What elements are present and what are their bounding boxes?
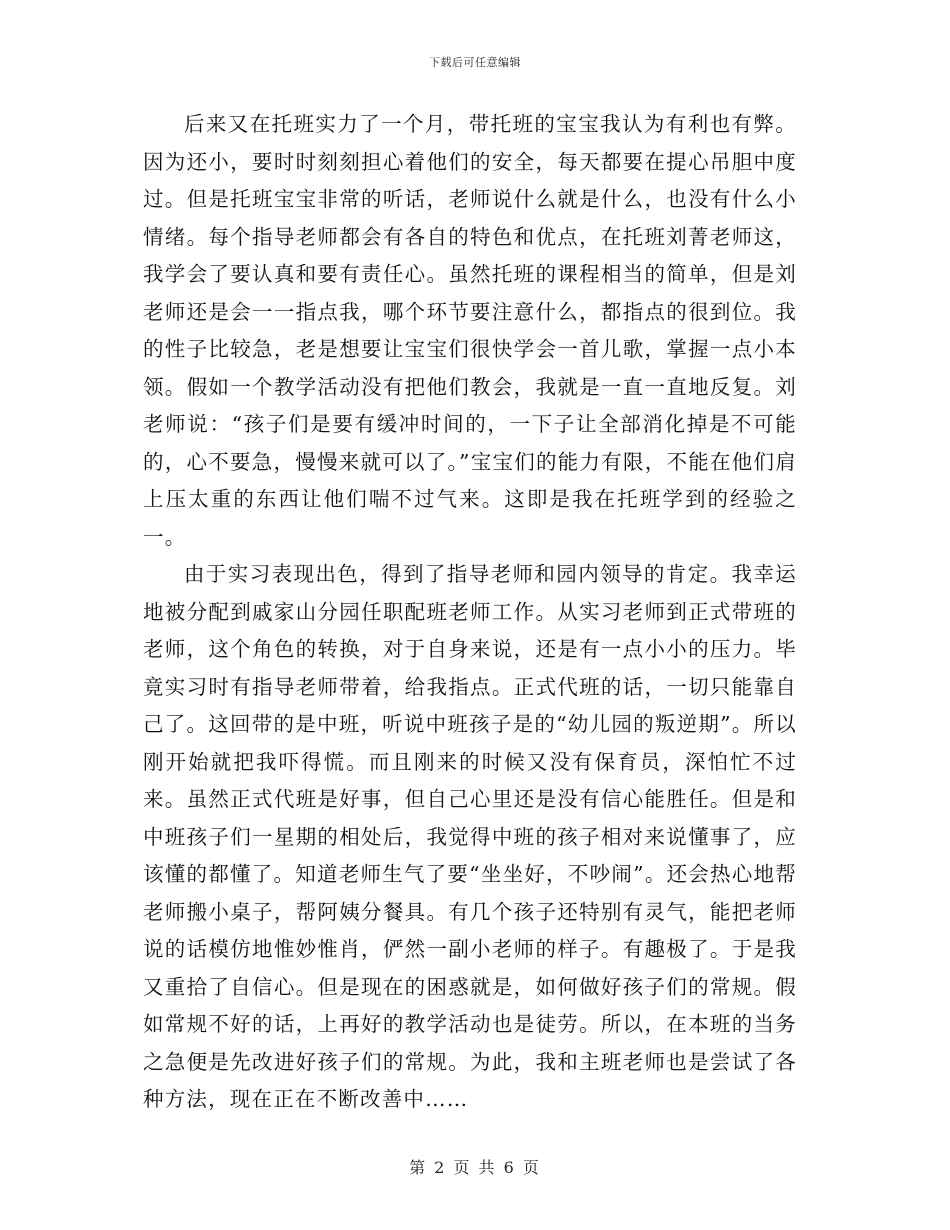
paragraph-2: 由于实习表现出色，得到了指导老师和园内领导的肯定。我幸运地被分配到戚家山分园任职配班老师工作。从实习老师到正式带班的老师，这个角色的转换，对于自身来说，还是有一点小小的压力。毕竟实习时有指导老师带着，给我指点。正式代班的话，一切只能靠自己了。这回带的是中班，听说中班孩子是的“幼儿园的叛逆期”。所以刚开始就把我吓得慌。而且刚来的时候又没有保育员，深怕忙不过来。虽然正式代班是好事，但自己心里还是没有信心能胜任。但是和中班孩子们一星期的相处后，我觉得中班的孩子相对来说懂事了，应该懂的都懂了。知道老师生气了要“坐坐好，不吵闹”。还会热心地帮老师搬小桌子，帮阿姨分餐具。有几个孩子还特别有灵气，能把老师说的话模仿地惟妙惟肖，俨然一副小老师的样子。有趣极了。于是我又重拾了自信心。但是现在的困惑就是，如何做好孩子们的常规。假如常规不好的话，上再好的教学活动也是徒劳。所以，在本班的当务之急便是先改进好孩子们的常规。为此，我和主班老师也是尝试了各种方法，现在正在不断改善中…… xyxy=(143,562,797,1111)
paragraph-1: 后来又在托班实力了一个月，带托班的宝宝我认为有利也有弊。因为还小，要时时刻刻担心着他们的安全，每天都要在提心吊胆中度过。但是托班宝宝非常的听话，老师说什么就是什么，也没有什么小情绪。每个指导老师都会有各自的特色和优点，在托班刘菁老师这，我学会了要认真和要有责任心。虽然托班的课程相当的简单，但是刘老师还是会一一指点我，哪个环节要注意什么，都指点的很到位。我的性子比较急，老是想要让宝宝们很快学会一首儿歌，掌握一点小本领。假如一个教学活动没有把他们教会，我就是一直一直地反复。刘老师说：“孩子们是要有缓冲时间的，一下子让全部消化掉是不可能的，心不要急，慢慢来就可以了。”宝宝们的能力有限，不能在他们肩上压太重的东西让他们喘不过气来。这即是我在托班学到的经验之一。 xyxy=(143,112,797,549)
page-footer: 第 2 页 共 6 页 xyxy=(409,1158,541,1177)
document-body xyxy=(143,106,797,1119)
page-header: 下载后可任意编辑 xyxy=(429,56,521,69)
